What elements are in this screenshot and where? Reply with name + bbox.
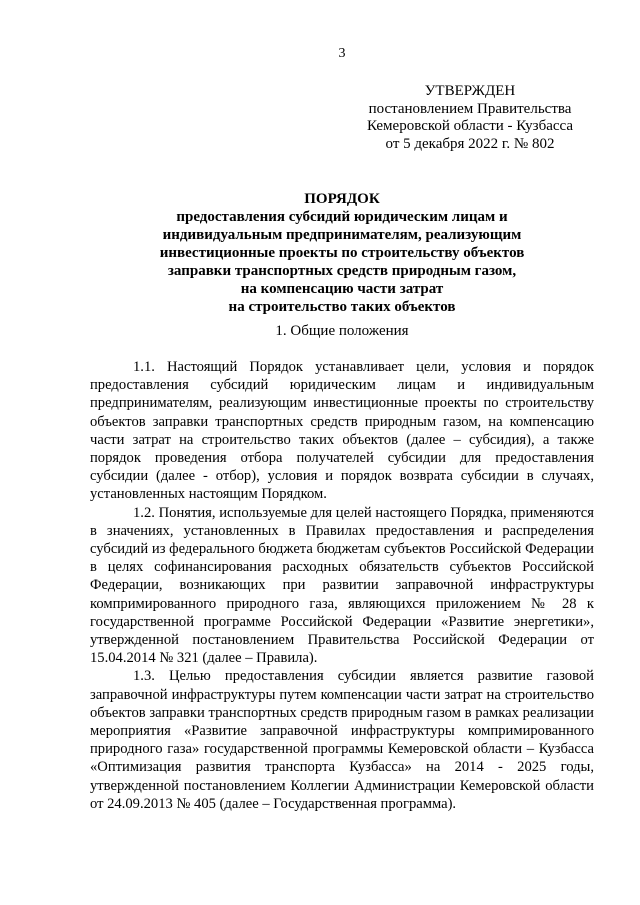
page-number: 3 <box>338 46 346 61</box>
title-line: ПОРЯДОК <box>304 191 380 207</box>
title-line: на строительство таких объектов <box>228 299 456 315</box>
paragraph-1-1: 1.1. Настоящий Порядок устанавливает цели, условия и порядок предоставления субсидий юридическим лицам и индивидуальным предпринимателям, реализующим инвестиционные проекты по строительству объектов заправки транспортных средств природным газом, на компенсацию части затрат на строительство таких объектов (далее – субсидия), а также порядок проведения отбора получателей субсидии для предоставления субсидии (далее - отбор), условия и порядок возврата субсидии в случаях, установленных настоящим Порядком. <box>90 359 594 503</box>
approval-line-approved: УТВЕРЖДЕН <box>424 83 516 99</box>
approval-line-date: от 5 декабря 2022 г. № 802 <box>385 135 555 152</box>
title-line: заправки транспортных средств природным газом, <box>167 263 517 279</box>
paragraph-1-3: 1.3. Целью предоставления субсидии является развитие газовой заправочной инфраструктуры путем компенсации части затрат на строительство объектов заправки транспортных средств природным газом в рамках реализации мероприятия «Развитие заправочной инфраструктуры компримированного природного газа» государственной программы Кемеровской области – Кузбасса «Оптимизация развития транспорта Кузбасса» на 2014 - 2025 годы, утвержденной постановлением Коллегии Администрации Кемеровской области от 24.09.2013 № 405 (далее – Государственная программа). <box>90 668 594 812</box>
approval-line-region: Кемеровской области - Кузбасса <box>366 118 574 134</box>
approval-line-resolution: постановлением Правительства <box>368 100 572 117</box>
title-line: на компенсацию части затрат <box>240 281 444 297</box>
document-title <box>100 190 584 316</box>
paragraph-1-2: 1.2. Понятия, используемые для целей настоящего Порядка, применяются в значениях, установленных в Правилах предоставления и распределения субсидий из федерального бюджета бюджетам субъектов Российской Федерации в целях софинансирования расходных обязательств субъектов Российской Федерации, возникающих при развитии заправочной инфраструктуры компримированного природного газа, являющихся приложением № 28 к государственной программе Российской Федерации «Развитие энергетики», утвержденной постановлением Правительства Российской Федерации от 15.04.2014 № 321 (далее – Правила). <box>90 504 594 667</box>
document-body <box>90 358 594 813</box>
title-line: предоставления субсидий юридическим лицам и <box>176 209 508 225</box>
title-line: индивидуальным предпринимателям, реализующим <box>162 227 522 243</box>
approval-stamp <box>330 83 610 153</box>
section-heading: 1. Общие положения <box>275 323 409 339</box>
title-line: инвестиционные проекты по строительству объектов <box>159 245 525 261</box>
